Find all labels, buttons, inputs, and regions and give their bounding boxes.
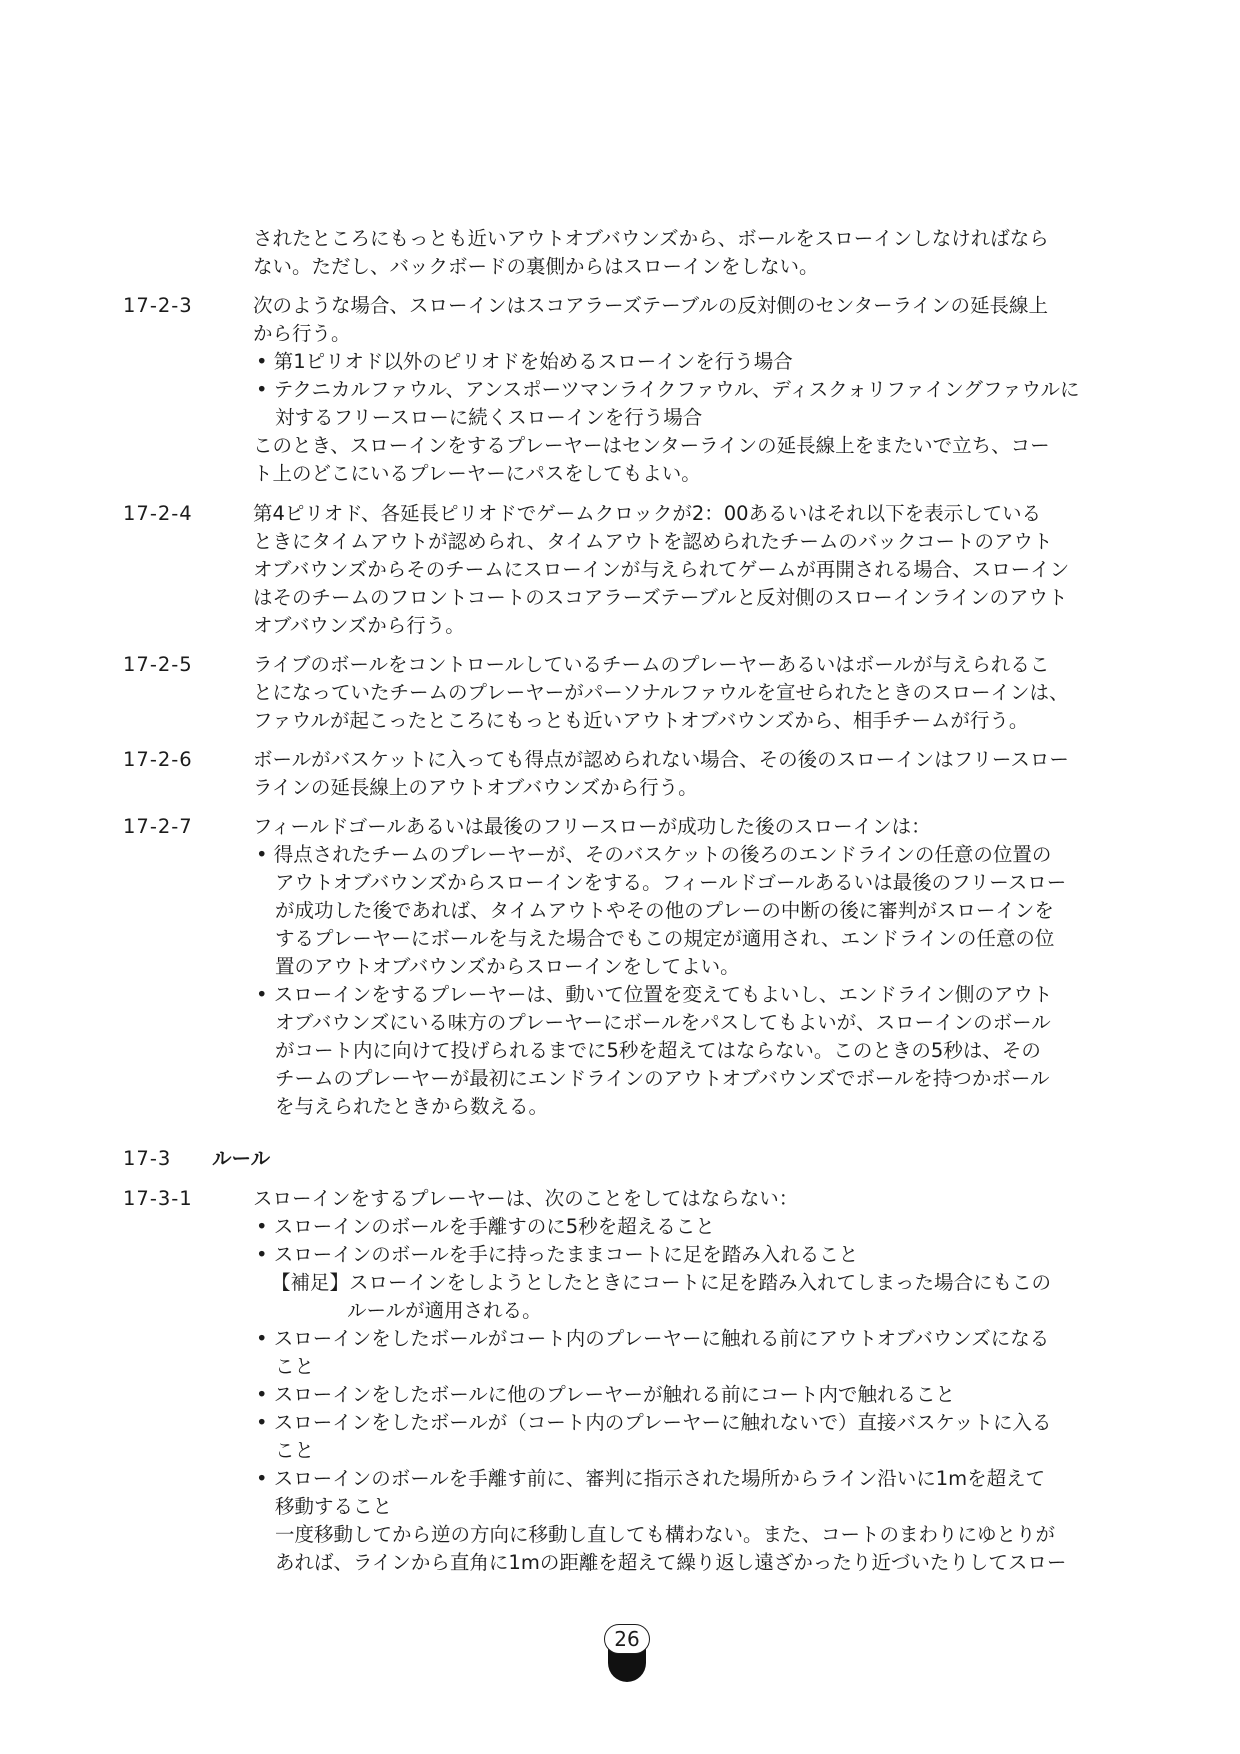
paragraph-line: はそのチームのフロントコートのスコアラーズテーブルと反対側のスローインラインのアウト: [253, 586, 1068, 609]
supplement-note-continued: ルールが適用される。: [347, 1299, 542, 1322]
bullet-item-continued: が成功した後であれば、タイムアウトやその他のプレーの中断の後に審判がスローインを: [275, 899, 1054, 922]
bullet-item: • スローインのボールを手離すのに5秒を超えること: [256, 1215, 715, 1238]
bullet-item-continued: を与えられたときから数える。: [275, 1095, 549, 1118]
paragraph-line: このとき、スローインをするプレーヤーはセンターラインの延長線上をまたいで立ち、コー: [253, 434, 1050, 457]
paragraph-line: ファウルが起こったところにもっとも近いアウトオブバウンズから、相手チームが行う。: [253, 709, 1029, 732]
section-number: 17-2-7: [123, 815, 193, 838]
bullet-item: • 第1ピリオド以外のピリオドを始めるスローインを行う場合: [256, 350, 793, 373]
page-number-badge: [604, 1624, 650, 1684]
section-number: 17-2-3: [123, 294, 193, 317]
paragraph-line: とになっていたチームのプレーヤーがパーソナルファウルを宣せられたときのスローインは、: [253, 681, 1069, 704]
paragraph-line: から行う。: [253, 322, 351, 345]
bullet-item: • テクニカルファウル、アンスポーツマンライクファウル、ディスクォリファイングファウルに: [256, 378, 1080, 401]
bullet-item-continued: 置のアウトオブバウンズからスローインをしてよい。: [275, 955, 740, 978]
bullet-item: • 得点されたチームのプレーヤーが、そのバスケットの後ろのエンドラインの任意の位置の: [256, 843, 1052, 866]
section-number: 17-2-4: [123, 502, 193, 525]
bullet-item: • スローインをするプレーヤーは、動いて位置を変えてもよいし、エンドライン側のアウト: [256, 983, 1053, 1006]
bullet-item-continued: するプレーヤーにボールを与えた場合でもこの規定が適用され、エンドラインの任意の位: [275, 927, 1055, 950]
page-number: 26: [604, 1624, 650, 1654]
bullet-item-continued: オブバウンズにいる味方のプレーヤーにボールをパスしてもよいが、スローインのボール: [275, 1011, 1051, 1034]
bullet-item-continued: 一度移動してから逆の方向に移動し直しても構わない。また、コートのまわりにゆとりが: [275, 1523, 1056, 1546]
bullet-item-continued: あれば、ラインから直角に1mの距離を超えて繰り返し遠ざかったり近づいたりしてスロー: [275, 1551, 1067, 1574]
section-number: 17-2-5: [123, 653, 193, 676]
bullet-item: • スローインをしたボールが（コート内のプレーヤーに触れないで）直接バスケットに入る: [256, 1411, 1052, 1434]
section-number: 17-3-1: [123, 1187, 193, 1210]
paragraph-line: ト上のどこにいるプレーヤーにパスをしてもよい。: [253, 462, 701, 485]
paragraph-line: ボールがバスケットに入っても得点が認められない場合、その後のスローインはフリースロー: [253, 748, 1069, 771]
paragraph-line: スローインをするプレーヤーは、次のことをしてはならない：: [253, 1187, 799, 1210]
bullet-item: • スローインをしたボールに他のプレーヤーが触れる前にコート内で触れること: [256, 1383, 956, 1406]
bullet-item-continued: こと: [275, 1355, 315, 1378]
paragraph-line: 次のような場合、スローインはスコアラーズテーブルの反対側のセンターラインの延長線上: [253, 294, 1049, 317]
section-number: 17-2-6: [123, 748, 193, 771]
bullet-item-continued: アウトオブバウンズからスローインをする。フィールドゴールあるいは最後のフリースロー: [275, 871, 1067, 894]
bullet-item: • スローインのボールを手に持ったままコートに足を踏み入れること: [256, 1243, 859, 1266]
bullet-item-continued: チームのプレーヤーが最初にエンドラインのアウトオブバウンズでボールを持つかボール: [275, 1067, 1050, 1090]
paragraph-line: 第4ピリオド、各延長ピリオドでゲームクロックが2：00あるいはそれ以下を表示している: [253, 502, 1042, 525]
paragraph-line: フィールドゴールあるいは最後のフリースローが成功した後のスローインは：: [253, 815, 931, 838]
paragraph-line: されたところにもっとも近いアウトオブバウンズから、ボールをスローインしなければなら: [253, 227, 1049, 250]
paragraph-line: ラインの延長線上のアウトオブバウンズから行う。: [253, 776, 698, 799]
paragraph-line: オブバウンズから行う。: [253, 614, 465, 637]
bullet-item: • スローインをしたボールがコート内のプレーヤーに触れる前にアウトオブバウンズになる: [256, 1327, 1050, 1350]
supplement-note: 【補足】スローインをしようとしたときにコートに足を踏み入れてしまった場合にもこの: [271, 1271, 1052, 1294]
section-heading: ルール: [212, 1147, 271, 1170]
paragraph-line: オブバウンズからそのチームにスローインが与えられてゲームが再開される場合、スローイン: [253, 558, 1070, 581]
paragraph-line: ない。ただし、バックボードの裏側からはスローインをしない。: [253, 255, 819, 278]
bullet-item: • スローインのボールを手離す前に、審判に指示された場所からライン沿いに1mを超えて: [256, 1467, 1046, 1490]
bullet-item-continued: 対するフリースローに続くスローインを行う場合: [275, 406, 703, 429]
bullet-item-continued: こと: [275, 1439, 315, 1462]
section-number: 17-3: [123, 1147, 172, 1170]
paragraph-line: ライブのボールをコントロールしているチームのプレーヤーあるいはボールが与えられるこ: [253, 653, 1050, 676]
bullet-item-continued: がコート内に向けて投げられるまでに5秒を超えてはならない。このときの5秒は、その: [275, 1039, 1041, 1062]
paragraph-line: ときにタイムアウトが認められ、タイムアウトを認められたチームのバックコートのアウト: [253, 530, 1053, 553]
bullet-item-continued: 移動すること: [275, 1495, 393, 1518]
